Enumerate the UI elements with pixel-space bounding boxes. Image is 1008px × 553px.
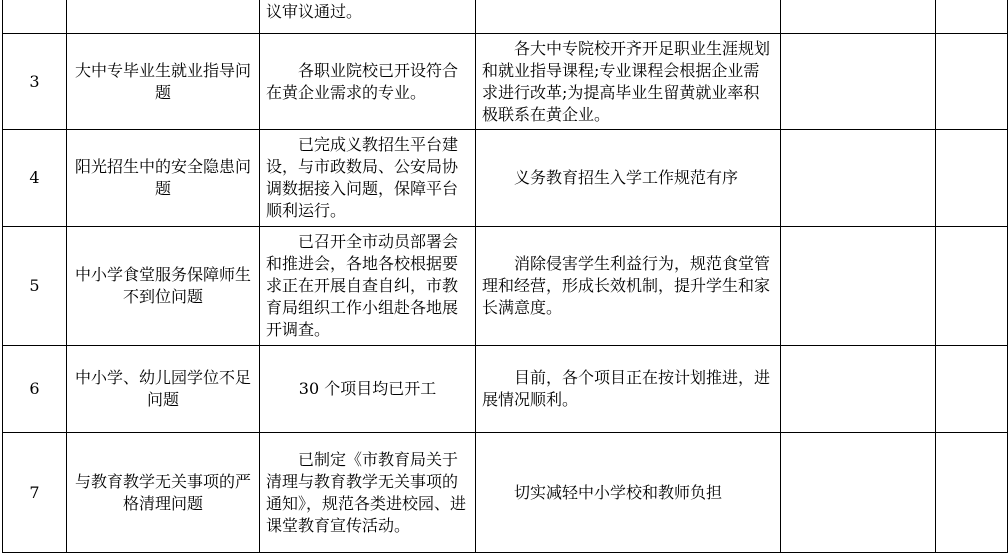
issue-cell: 阳光招生中的安全隐患问题	[67, 130, 260, 227]
progress-cell: 各职业院校已开设符合在黄企业需求的专业。	[260, 34, 476, 130]
issue-cell	[67, 0, 260, 34]
empty-cell	[781, 34, 936, 130]
empty-cell	[781, 130, 936, 227]
task-table	[2, 0, 1008, 553]
empty-cell	[781, 227, 936, 346]
table-row	[3, 34, 1008, 130]
goal-cell: 义务教育招生入学工作规范有序	[476, 130, 781, 227]
goal-cell: 目前，各个项目正在按计划推进，进展情况顺利。	[476, 346, 781, 433]
empty-cell	[936, 130, 1008, 227]
empty-cell	[936, 34, 1008, 130]
row-number-cell: 3	[3, 34, 67, 130]
goal-cell: 各大中专院校开齐开足职业生涯规划和就业指导课程;专业课程会根据企业需求进行改革;为提高毕业生留黄就业率积极联系在黄企业。	[476, 34, 781, 130]
table-row	[3, 346, 1008, 433]
progress-cell: 已完成义教招生平台建设，与市政数局、公安局协调数据接入问题，保障平台顺利运行。	[260, 130, 476, 227]
goal-cell	[476, 0, 781, 34]
row-number-cell: 6	[3, 346, 67, 433]
issue-cell: 中小学、幼儿园学位不足问题	[67, 346, 260, 433]
issue-cell: 与教育教学无关事项的严格清理问题	[67, 433, 260, 553]
empty-cell	[936, 227, 1008, 346]
table-row	[3, 0, 1008, 34]
row-number-cell: 7	[3, 433, 67, 553]
empty-cell	[781, 433, 936, 553]
issue-cell: 大中专毕业生就业指导问题	[67, 34, 260, 130]
table-row	[3, 130, 1008, 227]
row-number-cell: 4	[3, 130, 67, 227]
empty-cell	[781, 346, 936, 433]
progress-cell: 已召开全市动员部署会和推进会，各地各校根据要求正在开展自查自纠，市教育局组织工作小组赴各地展开调查。	[260, 227, 476, 346]
table-row	[3, 433, 1008, 553]
table-row	[3, 227, 1008, 346]
row-number-cell	[3, 0, 67, 34]
row-number-cell: 5	[3, 227, 67, 346]
empty-cell	[781, 0, 936, 34]
progress-cell: 已制定《市教育局关于清理与教育教学无关事项的通知》，规范各类进校园、进课堂教育宣传活动。	[260, 433, 476, 553]
progress-cell: 30 个项目均已开工	[260, 346, 476, 433]
progress-cell: 议审议通过。	[260, 0, 476, 34]
empty-cell	[936, 346, 1008, 433]
issue-cell: 中小学食堂服务保障师生不到位问题	[67, 227, 260, 346]
empty-cell	[936, 433, 1008, 553]
empty-cell	[936, 0, 1008, 34]
goal-cell: 消除侵害学生利益行为，规范食堂管理和经营，形成长效机制，提升学生和家长满意度。	[476, 227, 781, 346]
goal-cell: 切实减轻中小学校和教师负担	[476, 433, 781, 553]
